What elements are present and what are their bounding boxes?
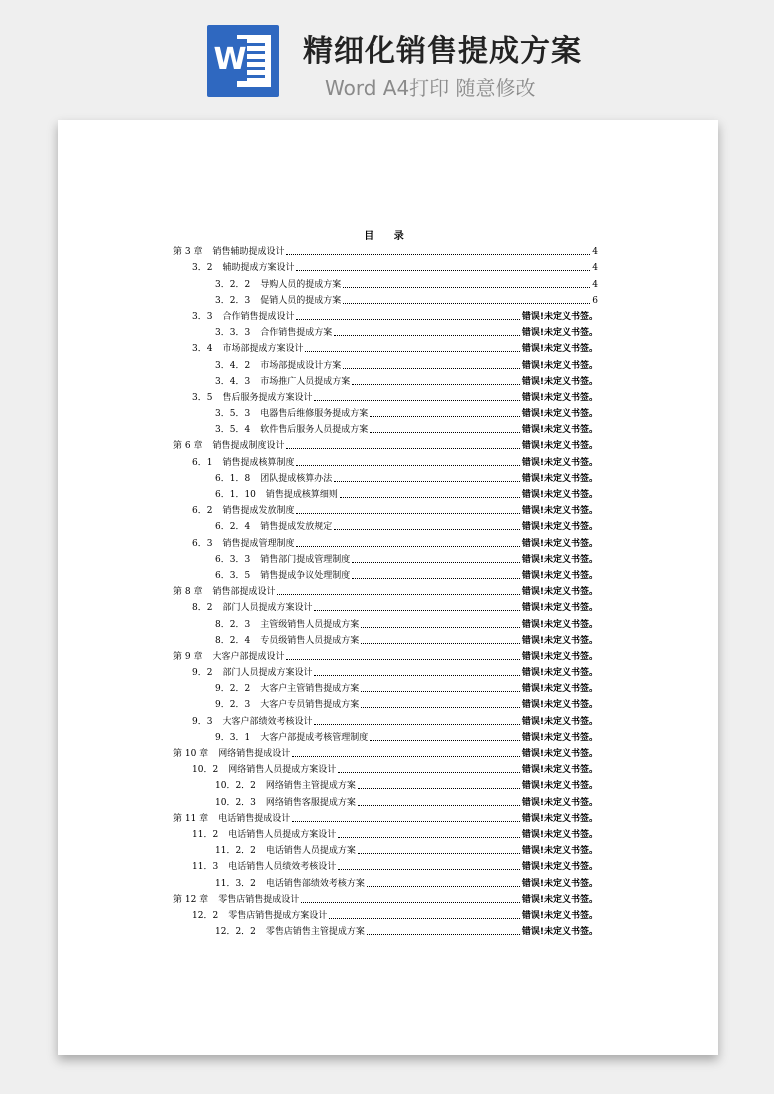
document-title: 精细化销售提成方案	[303, 34, 582, 69]
toc-entry[interactable]	[173, 339, 598, 355]
toc-entry[interactable]	[173, 631, 598, 647]
toc-entry-number: 第 6 章	[173, 441, 203, 452]
toc-entry-title: 网络销售主管提成方案	[265, 781, 356, 792]
toc-entry-title: 软件售后服务人员提成方案	[260, 425, 369, 436]
toc-entry-title: 零售店销售主管提成方案	[265, 927, 365, 938]
toc-entry-number: 10．2	[192, 765, 219, 776]
toc-entry[interactable]	[173, 776, 598, 792]
toc-dot-leader	[292, 755, 520, 757]
toc-dot-leader	[361, 642, 520, 644]
toc-entry-number: 10．2．3	[215, 797, 256, 808]
toc-entry-number: 第 11 章	[173, 813, 209, 824]
toc-entry-page: 6	[592, 295, 598, 306]
toc-entry-number: 6．3．3	[215, 554, 251, 565]
toc-entry-page: 错误!未定义书签。	[521, 668, 598, 679]
toc-entry[interactable]	[173, 550, 598, 566]
toc-entry-title: 电话销售人员提成方案	[265, 846, 356, 857]
toc-dot-leader	[286, 658, 519, 660]
toc-entry[interactable]	[173, 873, 598, 889]
toc-entry-title: 专员级销售人员提成方案	[260, 635, 360, 646]
toc-entry-page: 错误!未定义书签。	[521, 473, 598, 484]
toc-dot-leader	[343, 367, 520, 369]
table-of-contents	[173, 242, 598, 938]
toc-entry-number: 3．4．2	[215, 360, 251, 371]
toc-entry-page: 错误!未定义书签。	[521, 376, 598, 387]
toc-entry[interactable]	[173, 906, 598, 922]
toc-entry-number: 6．3．5	[215, 570, 251, 581]
word-letter: W	[213, 39, 247, 81]
toc-entry-number: 第 10 章	[173, 749, 209, 759]
toc-dot-leader	[343, 286, 590, 288]
toc-dot-leader	[286, 253, 590, 255]
toc-entry-number: 11．2．2	[215, 846, 256, 857]
toc-entry[interactable]	[173, 695, 598, 711]
toc-dot-leader	[340, 496, 520, 498]
header-banner	[0, 0, 774, 112]
toc-entry-title: 销售辅助提成设计	[212, 247, 285, 258]
toc-entry-title: 网络销售提成设计	[218, 749, 291, 759]
toc-entry-number: 11．2	[192, 829, 219, 840]
toc-entry-page: 错误!未定义书签。	[521, 878, 598, 889]
toc-entry-number: 8．2．4	[215, 635, 251, 646]
toc-dot-leader	[358, 804, 520, 806]
toc-entry-page: 错误!未定义书签。	[521, 587, 598, 598]
toc-entry-number: 12．2	[192, 910, 219, 921]
toc-entry-title: 大客户主管销售提成方案	[260, 684, 360, 695]
toc-entry-page: 错误!未定义书签。	[521, 894, 598, 905]
toc-entry-page: 错误!未定义书签。	[521, 457, 598, 468]
toc-entry[interactable]	[173, 469, 598, 485]
toc-entry-title: 销售提成发放规定	[260, 522, 333, 533]
toc-entry-number: 6．2	[192, 506, 213, 517]
toc-entry-title: 合作销售提成设计	[222, 311, 295, 322]
toc-entry[interactable]	[173, 307, 598, 323]
toc-entry-title: 市场部提成方案设计	[222, 344, 304, 355]
toc-entry-number: 3．5．4	[215, 425, 251, 436]
toc-entry-page: 错误!未定义书签。	[521, 635, 598, 646]
toc-entry[interactable]	[173, 841, 598, 857]
toc-entry-title: 合作销售提成方案	[260, 328, 333, 339]
toc-entry-number: 3．4	[192, 344, 213, 355]
toc-dot-leader	[296, 318, 519, 320]
word-document-icon	[207, 25, 279, 97]
toc-entry-page: 错误!未定义书签。	[521, 765, 598, 776]
toc-entry-title: 零售店销售提成设计	[218, 894, 300, 905]
toc-entry-title: 售后服务提成方案设计	[222, 392, 313, 403]
toc-entry[interactable]	[173, 857, 598, 873]
toc-entry-number: 9．3．1	[215, 732, 251, 743]
toc-entry-page: 错误!未定义书签。	[521, 554, 598, 565]
toc-entry-title: 销售提成争议处理制度	[260, 570, 351, 581]
toc-entry-title: 辅助提成方案设计	[222, 263, 295, 274]
toc-entry-title: 网络销售人员提成方案设计	[228, 765, 337, 776]
toc-entry[interactable]	[173, 533, 598, 549]
toc-dot-leader	[314, 609, 519, 611]
toc-entry[interactable]	[173, 679, 598, 695]
toc-dot-leader	[367, 933, 520, 935]
toc-entry-title: 大客户部绩效考核设计	[222, 716, 313, 727]
toc-dot-leader	[314, 723, 519, 725]
toc-entry[interactable]	[173, 922, 598, 938]
toc-dot-leader	[314, 399, 519, 401]
toc-entry-page: 错误!未定义书签。	[521, 910, 598, 921]
toc-entry-number: 11．3．2	[215, 878, 256, 889]
toc-entry-title: 销售部门提成管理制度	[260, 554, 351, 565]
toc-entry-number: 3．5．3	[215, 409, 251, 420]
toc-entry-title: 销售提成管理制度	[222, 538, 295, 549]
toc-entry-page: 错误!未定义书签。	[521, 409, 598, 420]
toc-entry-number: 3．2．3	[215, 295, 251, 306]
toc-dot-leader	[338, 771, 520, 773]
toc-dot-leader	[296, 464, 519, 466]
toc-dot-leader	[296, 512, 519, 514]
toc-entry[interactable]	[173, 825, 598, 841]
toc-entry-page: 错误!未定义书签。	[521, 522, 598, 533]
toc-dot-leader	[343, 302, 590, 304]
toc-entry-number: 9．3	[192, 716, 213, 727]
toc-entry-number: 第 8 章	[173, 587, 203, 598]
toc-entry-title: 大客户部提成设计	[212, 651, 285, 662]
toc-entry[interactable]	[173, 744, 598, 760]
toc-dot-leader	[334, 480, 520, 482]
toc-entry[interactable]	[173, 372, 598, 388]
toc-entry[interactable]	[173, 517, 598, 533]
toc-entry[interactable]	[173, 501, 598, 517]
toc-entry-page: 错误!未定义书签。	[521, 344, 598, 355]
toc-entry-number: 9．2．2	[215, 684, 251, 695]
toc-dot-leader	[286, 447, 519, 449]
toc-entry-number: 6．1．8	[215, 473, 251, 484]
toc-entry-number: 3．5	[192, 392, 213, 403]
toc-entry-page: 错误!未定义书签。	[521, 490, 598, 500]
toc-entry-number: 3．2	[192, 263, 213, 274]
toc-dot-leader	[370, 415, 520, 417]
toc-entry-title: 大客户专员销售提成方案	[260, 700, 360, 711]
toc-entry-page: 错误!未定义书签。	[521, 570, 598, 581]
toc-entry-number: 8．2．3	[215, 619, 251, 630]
toc-entry[interactable]	[173, 388, 598, 404]
toc-entry-page: 错误!未定义书签。	[521, 846, 598, 857]
toc-entry-number: 6．2．4	[215, 522, 251, 533]
toc-entry-number: 3．3．3	[215, 328, 251, 339]
toc-dot-leader	[361, 626, 520, 628]
toc-entry[interactable]	[173, 711, 598, 727]
toc-entry[interactable]	[173, 452, 598, 468]
toc-entry-number: 6．1	[192, 457, 213, 468]
toc-dot-leader	[296, 269, 590, 271]
toc-entry-title: 导购人员的提成方案	[260, 279, 342, 290]
toc-entry-number: 3．2．2	[215, 279, 251, 290]
toc-entry-page: 错误!未定义书签。	[521, 441, 598, 452]
toc-entry-title: 团队提成核算办法	[260, 473, 333, 484]
toc-entry-page: 错误!未定义书签。	[521, 927, 598, 938]
toc-entry-page: 错误!未定义书签。	[521, 425, 598, 436]
toc-dot-leader	[277, 593, 519, 595]
toc-entry-page: 错误!未定义书签。	[521, 603, 598, 614]
toc-entry-page: 错误!未定义书签。	[521, 829, 598, 840]
toc-dot-leader	[361, 706, 520, 708]
toc-dot-leader	[292, 820, 520, 822]
toc-dot-leader	[358, 852, 520, 854]
toc-entry[interactable]	[173, 890, 598, 906]
toc-entry-page: 错误!未定义书签。	[521, 506, 598, 517]
toc-entry-title: 电器售后维修服务提成方案	[260, 409, 369, 420]
document-page	[58, 120, 718, 1055]
toc-entry-title: 大客户部提成考核管理制度	[260, 732, 369, 743]
toc-entry-title: 主管级销售人员提成方案	[260, 619, 360, 630]
toc-entry[interactable]	[173, 809, 598, 825]
toc-entry[interactable]	[173, 728, 598, 744]
toc-entry-number: 6．3	[192, 538, 213, 549]
toc-entry-title: 电话销售部绩效考核方案	[265, 878, 365, 889]
toc-dot-leader	[338, 836, 520, 838]
toc-entry-page: 错误!未定义书签。	[521, 797, 598, 808]
toc-entry-title: 电话销售提成设计	[218, 813, 291, 824]
toc-entry-page: 错误!未定义书签。	[521, 328, 598, 339]
toc-entry-page: 错误!未定义书签。	[521, 781, 598, 792]
toc-dot-leader	[352, 383, 520, 385]
toc-entry-page: 4	[592, 263, 598, 274]
toc-entry[interactable]	[173, 323, 598, 339]
toc-entry-page: 错误!未定义书签。	[521, 360, 598, 371]
toc-entry-number: 11．3	[192, 862, 219, 873]
toc-dot-leader	[334, 334, 520, 336]
toc-dot-leader	[358, 787, 520, 789]
toc-entry-title: 电话销售人员提成方案设计	[228, 829, 337, 840]
toc-entry-page: 错误!未定义书签。	[521, 862, 598, 873]
toc-entry-number: 12．2．2	[215, 927, 256, 938]
document-subtitle: Word A4打印 随意修改	[325, 76, 536, 100]
toc-entry-page: 错误!未定义书签。	[521, 813, 598, 824]
toc-entry[interactable]	[173, 355, 598, 371]
toc-entry-page: 错误!未定义书签。	[521, 619, 598, 630]
toc-entry[interactable]	[173, 420, 598, 436]
toc-entry-number: 第 3 章	[173, 247, 203, 258]
toc-entry[interactable]	[173, 258, 598, 274]
toc-entry-title: 销售部提成设计	[212, 587, 276, 598]
toc-entry[interactable]	[173, 614, 598, 630]
toc-dot-leader	[370, 431, 520, 433]
toc-entry-title: 零售店销售提成方案设计	[228, 910, 328, 921]
toc-dot-leader	[334, 528, 520, 530]
toc-entry-title: 销售提成制度设计	[212, 441, 285, 452]
toc-entry-number: 3．3	[192, 311, 213, 322]
toc-entry-number: 3．4．3	[215, 376, 251, 387]
toc-entry-page: 错误!未定义书签。	[521, 749, 598, 759]
toc-entry[interactable]	[173, 760, 598, 776]
toc-entry-title: 销售提成发放制度	[222, 506, 295, 517]
toc-dot-leader	[314, 674, 519, 676]
toc-entry-number: 8．2	[192, 603, 213, 614]
toc-entry[interactable]	[173, 404, 598, 420]
toc-entry-title: 部门人员提成方案设计	[222, 668, 313, 679]
toc-entry-page: 错误!未定义书签。	[521, 732, 598, 743]
toc-dot-leader	[296, 545, 519, 547]
toc-entry-title: 促销人员的提成方案	[260, 295, 342, 306]
toc-dot-leader	[301, 901, 520, 903]
toc-entry-page: 错误!未定义书签。	[521, 684, 598, 695]
toc-entry-title: 网络销售客服提成方案	[265, 797, 356, 808]
toc-entry-title: 销售提成核算制度	[222, 457, 295, 468]
toc-dot-leader	[361, 690, 520, 692]
toc-dot-leader	[352, 561, 520, 563]
toc-entry[interactable]	[173, 598, 598, 614]
toc-entry-title: 市场部提成设计方案	[260, 360, 342, 371]
toc-entry[interactable]	[173, 291, 598, 307]
toc-entry-title: 电话销售人员绩效考核设计	[228, 862, 337, 873]
toc-entry-title: 市场推广人员提成方案	[260, 376, 351, 387]
toc-entry[interactable]	[173, 663, 598, 679]
toc-entry[interactable]	[173, 792, 598, 808]
toc-dot-leader	[338, 868, 520, 870]
toc-entry[interactable]	[173, 566, 598, 582]
toc-entry-number: 10．2．2	[215, 781, 256, 792]
toc-dot-leader	[329, 917, 520, 919]
toc-entry-page: 错误!未定义书签。	[521, 651, 598, 662]
toc-entry[interactable]	[173, 485, 598, 501]
toc-entry-page: 错误!未定义书签。	[521, 538, 598, 549]
toc-entry-number: 第 9 章	[173, 651, 203, 662]
toc-entry-title: 部门人员提成方案设计	[222, 603, 313, 614]
toc-entry[interactable]	[173, 582, 598, 598]
toc-entry[interactable]	[173, 242, 598, 258]
toc-dot-leader	[352, 577, 520, 579]
toc-entry-title: 销售提成核算细则	[265, 490, 338, 500]
toc-entry-page: 4	[592, 247, 598, 258]
toc-heading: 目 录	[364, 231, 412, 242]
toc-entry[interactable]	[173, 274, 598, 290]
toc-entry-page: 错误!未定义书签。	[521, 311, 598, 322]
toc-entry[interactable]	[173, 647, 598, 663]
toc-entry-page: 4	[592, 279, 598, 290]
toc-entry-page: 错误!未定义书签。	[521, 716, 598, 727]
toc-entry-number: 第 12 章	[173, 894, 209, 905]
toc-entry[interactable]	[173, 436, 598, 452]
toc-entry-page: 错误!未定义书签。	[521, 392, 598, 403]
toc-dot-leader	[367, 885, 520, 887]
toc-dot-leader	[370, 739, 520, 741]
toc-entry-number: 6．1．10	[215, 490, 256, 500]
toc-dot-leader	[305, 350, 519, 352]
toc-entry-number: 9．2．3	[215, 700, 251, 711]
toc-entry-number: 9．2	[192, 668, 213, 679]
toc-entry-page: 错误!未定义书签。	[521, 700, 598, 711]
